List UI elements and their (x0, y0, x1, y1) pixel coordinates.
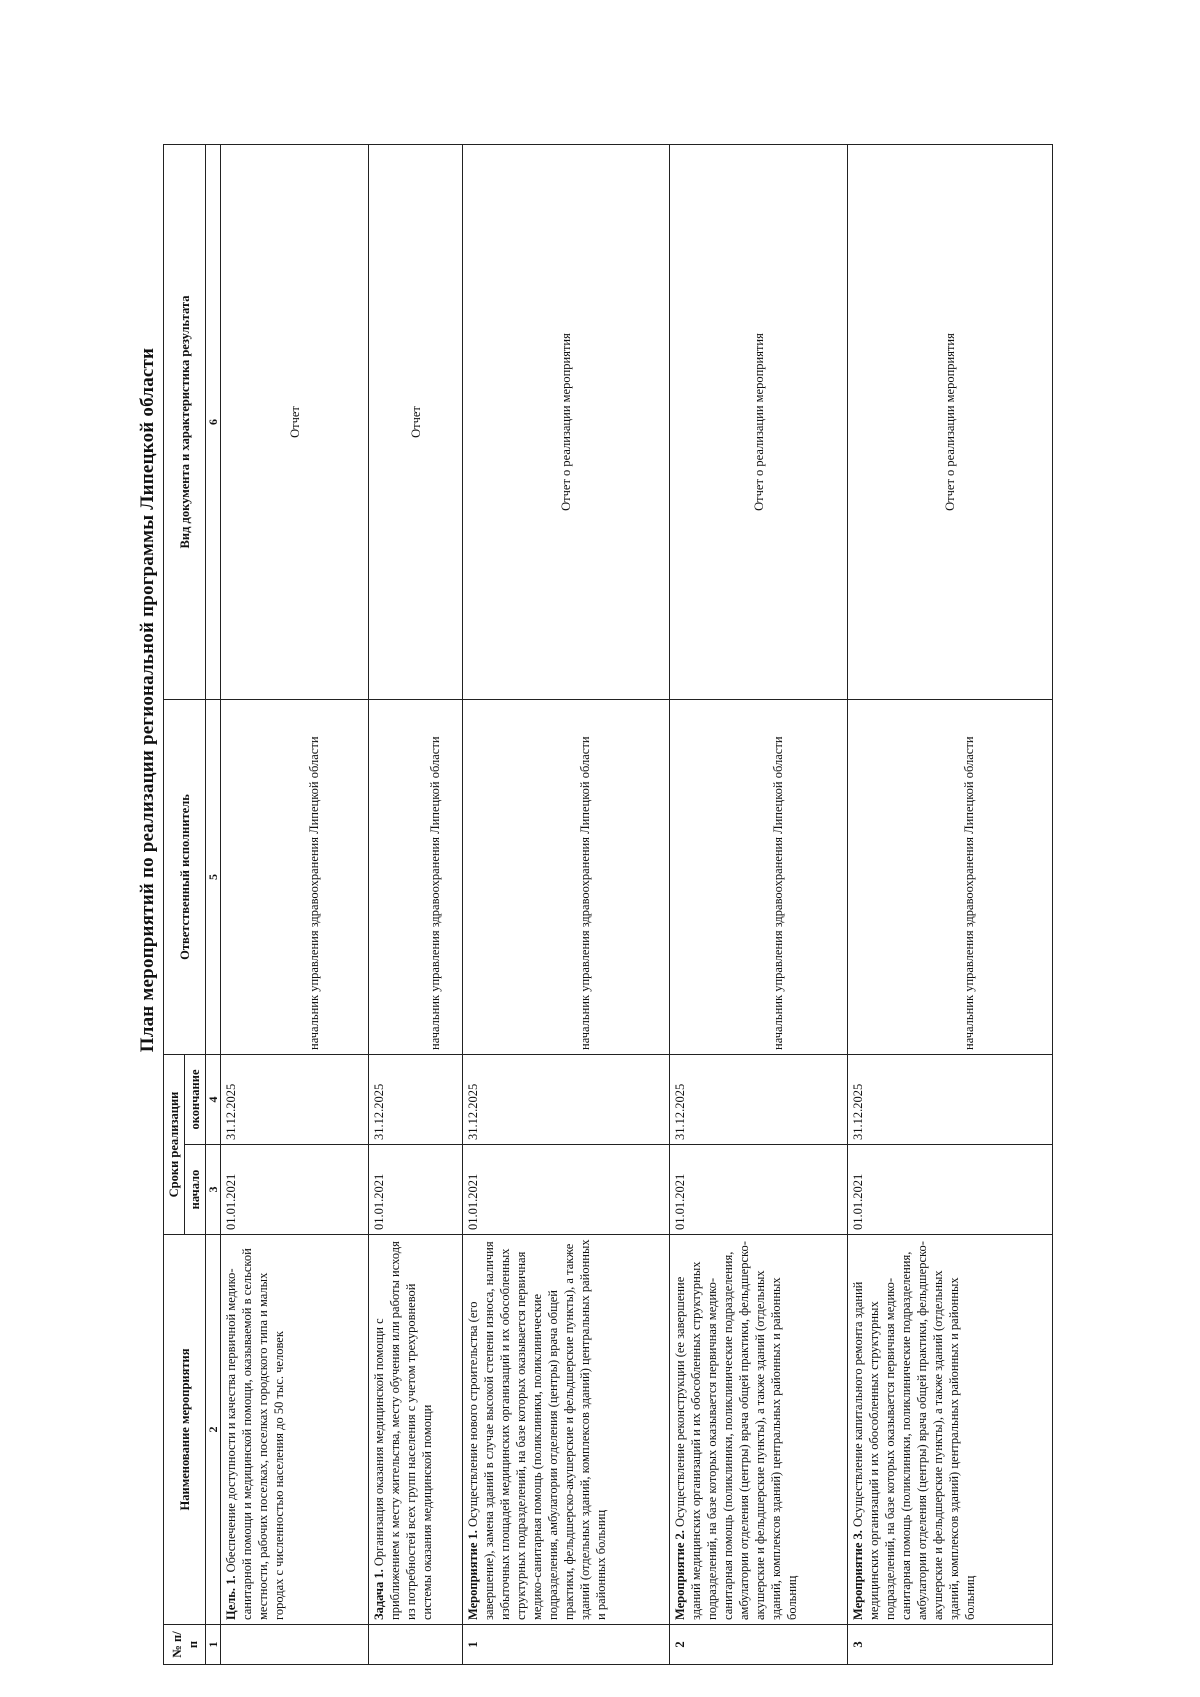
header-name: Наименование мероприятия (164, 1235, 206, 1625)
row-exec: начальник управления здравоохранения Липецкой области (369, 700, 463, 1055)
col-number: 2 (206, 1235, 221, 1625)
row-end: 31.12.2025 (848, 1055, 1053, 1145)
row-label: Мероприятие 2. (673, 1530, 687, 1620)
row-start: 01.01.2021 (369, 1145, 463, 1235)
row-start: 01.01.2021 (670, 1145, 848, 1235)
row-end: 31.12.2025 (463, 1055, 670, 1145)
header-exec: Ответственный исполнитель (164, 700, 206, 1055)
table-row (463, 145, 670, 1665)
row-label: Цель. 1. (224, 1575, 238, 1620)
col-number: 3 (206, 1145, 221, 1235)
row-num: 1 (463, 1625, 670, 1665)
row-label: Мероприятие 1. (466, 1530, 480, 1620)
col-number: 5 (206, 700, 221, 1055)
rotated-table-wrapper (163, 145, 1053, 1665)
row-text: Организация оказания медицинской помощи с приближением к месту жительства, месту обучения или работы исходя из потребностей всех групп населения с учетом трехуровневой системы оказания медицинской помощи (372, 1241, 434, 1620)
table-row (369, 145, 463, 1665)
row-doc: Отчет о реализации мероприятия (670, 145, 848, 700)
header-num: № п/п (164, 1625, 206, 1665)
header-terms: Сроки реализации (164, 1055, 185, 1235)
row-start: 01.01.2021 (221, 1145, 369, 1235)
row-exec: начальник управления здравоохранения Липецкой области (848, 700, 1053, 1055)
row-name (848, 1235, 1053, 1625)
header-start: начало (185, 1145, 206, 1235)
row-text: Обеспечение доступности и качества первичной медико-санитарной помощи и медицинской помощи, оказываемой в сельской местности, рабочих поселках, поселках городского типа и малых городах с численностью населения до 50 тыс. человек (224, 1248, 286, 1620)
table-row (848, 145, 1053, 1665)
row-name (670, 1235, 848, 1625)
row-exec: начальник управления здравоохранения Липецкой области (221, 700, 369, 1055)
row-name (463, 1235, 670, 1625)
row-start: 01.01.2021 (848, 1145, 1053, 1235)
row-num: 2 (670, 1625, 848, 1665)
table-row (670, 145, 848, 1665)
table-row (221, 145, 369, 1665)
col-number: 4 (206, 1055, 221, 1145)
col-number: 6 (206, 145, 221, 700)
row-end: 31.12.2025 (221, 1055, 369, 1145)
row-num (369, 1625, 463, 1665)
row-end: 31.12.2025 (369, 1055, 463, 1145)
row-text: Осуществление капитального ремонта зданий медицинских организаций и их обособленных структурных подразделений, на базе которых оказывается первичная медико-санитарная помощь (поликлиники, поликлинические подразделения, амбулатории отделения (центры) врача общей практики, фельдшерско-акушерские и фельдшерские пункты), а также зданий (отдельных зданий, комплексов зданий) центральных районных и районных больниц (851, 1241, 977, 1620)
row-name (369, 1235, 463, 1625)
row-end: 31.12.2025 (670, 1055, 848, 1145)
row-num (221, 1625, 369, 1665)
row-name (221, 1235, 369, 1625)
row-start: 01.01.2021 (463, 1145, 670, 1235)
row-doc: Отчет (369, 145, 463, 700)
row-doc: Отчет о реализации мероприятия (848, 145, 1053, 700)
col-number: 1 (206, 1625, 221, 1665)
header-doc: Вид документа и характеристика результата (164, 145, 206, 700)
document-title: План мероприятий по реализации региональной программы Липецкой области (137, 347, 158, 1053)
row-doc: Отчет (221, 145, 369, 700)
header-end: окончание (185, 1055, 206, 1145)
row-doc: Отчет о реализации мероприятия (463, 145, 670, 700)
row-text: Осуществление реконструкции (ее завершение зданий медицинских организаций и их обособленных структурных подразделений, на базе которых оказывается первичная медико-санитарная помощь (поликлиники, поликлинические подразделения, амбулатории отделения (центры) врача общей практики, фельдшерско-акушерские и фельдшерские пункты), а также зданий (отдельных зданий, комплексов зданий) центральных районных и районных больниц (673, 1241, 799, 1620)
row-label: Задача 1. (372, 1569, 386, 1620)
row-label: Мероприятие 3. (851, 1530, 865, 1620)
plan-table (163, 144, 1053, 1665)
row-exec: начальник управления здравоохранения Липецкой области (670, 700, 848, 1055)
row-text: Осуществление нового строительства (его завершение), замена зданий в случае высокой степени износа, наличия избыточных площадей медицинских организаций и их обособленных структурных подразделений, на базе которых оказывается первичная медико-санитарная помощь (поликлиники, поликлинические подразделения, амбулатории отделения (центры) врача общей практики, фельдшерско-акушерские и фельдшерские пункты), а также зданий (отдельных зданий, комплексов зданий) центральных районных и районных больниц (466, 1239, 608, 1620)
row-num: 3 (848, 1625, 1053, 1665)
row-exec: начальник управления здравоохранения Липецкой области (463, 700, 670, 1055)
